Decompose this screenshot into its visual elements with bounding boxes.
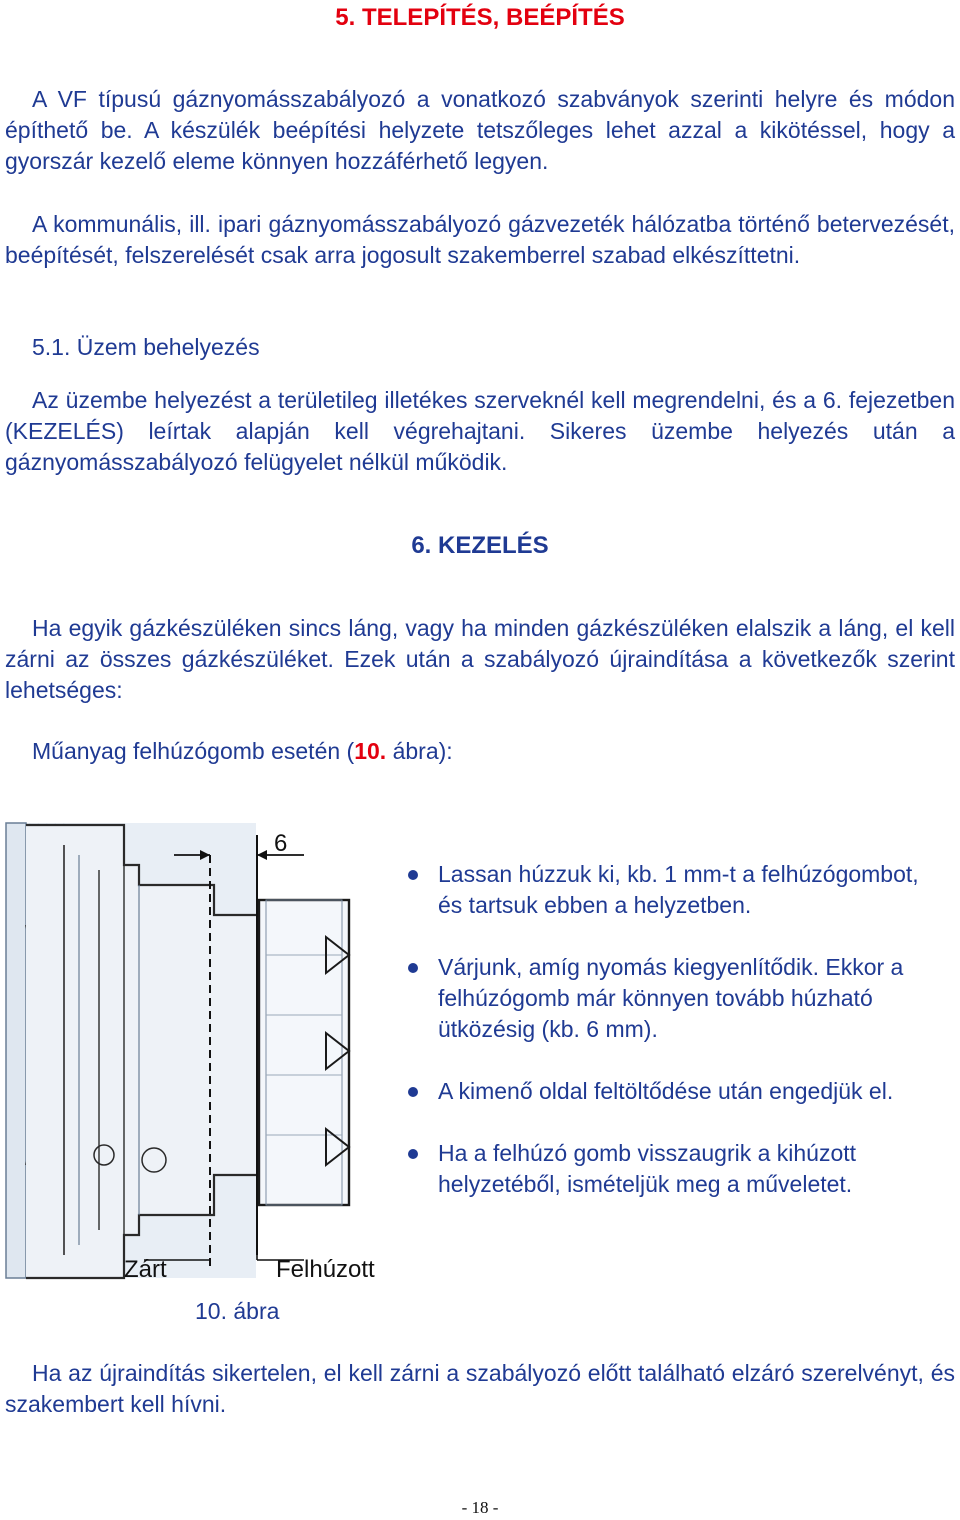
label-pulled: Felhúzott (276, 1256, 375, 1283)
list-item (408, 1076, 948, 1107)
list-item (408, 952, 948, 1045)
step-text: A kimenő oldal feltöltődése után engedjük el. (438, 1078, 894, 1104)
page-number: - 18 - (461, 1498, 499, 1517)
figure-caption: 10. ábra (195, 1298, 280, 1324)
instruction-line (32, 736, 453, 767)
label-closed: Zárt (124, 1256, 167, 1283)
subsection-title: 5.1. Üzem behelyezés (32, 334, 260, 360)
section2-title: 6. KEZELÉS (411, 532, 549, 559)
step-text: Várjunk, amíg nyomás kiegyenlítődik. Ekkor a felhúzógomb már könnyen tovább húzható ütközésig (kb. 6 mm). (438, 954, 904, 1042)
section-title: 5. TELEPÍTÉS, BEÉPÍTÉS (335, 4, 625, 31)
paragraph-authorization: A kommunális, ill. ipari gáznyomásszabályozó gázvezeték hálózatba történő betervezését, beépítését, felszerelését csak arra jogosult szakemberrel szabad elkészíttetni. (5, 211, 955, 268)
list-item (408, 1138, 948, 1200)
step-text: Lassan húzzuk ki, kb. 1 mm-t a felhúzógombot, és tartsuk ebben a helyzetben. (438, 861, 919, 918)
bullet-icon (408, 1087, 418, 1097)
step-text: Ha a felhúzó gomb visszaugrik a kihúzott helyzetéből, ismételjük meg a műveletet. (438, 1140, 857, 1197)
figure-drawing (4, 815, 396, 1295)
paragraph-commissioning: Az üzembe helyezést a területileg illetékes szerveknél kell megrendelni, és a 6. fejezetben (KEZELÉS) leírtak alapján kell végrehajtani. Sikeres üzembe helyezés után a gáznyomásszabályozó felügyelet nélkül működik. (5, 387, 955, 475)
steps-list (408, 859, 948, 1200)
instruction-prefix: Műanyag felhúzógomb esetén ( (32, 738, 355, 764)
bullet-icon (408, 870, 418, 880)
bullet-icon (408, 963, 418, 973)
list-item (408, 859, 948, 921)
dimension-label: 6 (274, 830, 288, 857)
instruction-suffix: ábra): (386, 738, 453, 764)
paragraph-installation: A VF típusú gáznyomásszabályozó a vonatkozó szabványok szerinti helyre és módon építhető be. A készülék beépítési helyzete tetszőleges lehet azzal a kikötéssel, hogy a gyorszár kezelő eleme könnyen hozzáférhető legyen. (5, 86, 955, 174)
paragraph-failure: Ha az újraindítás sikertelen, el kell zárni a szabályozó előtt található elzáró szerelvényt, és szakembert kell hívni. (5, 1360, 955, 1417)
bullet-icon (408, 1149, 418, 1159)
paragraph-operation: Ha egyik gázkészüléken sincs láng, vagy ha minden gázkészüléken elalszik a láng, el kell zárni az összes gázkészüléket. Ezek után a szabályozó újraindítása a következők szerint lehetséges: (5, 615, 955, 703)
figure-reference: 10. (354, 738, 387, 764)
